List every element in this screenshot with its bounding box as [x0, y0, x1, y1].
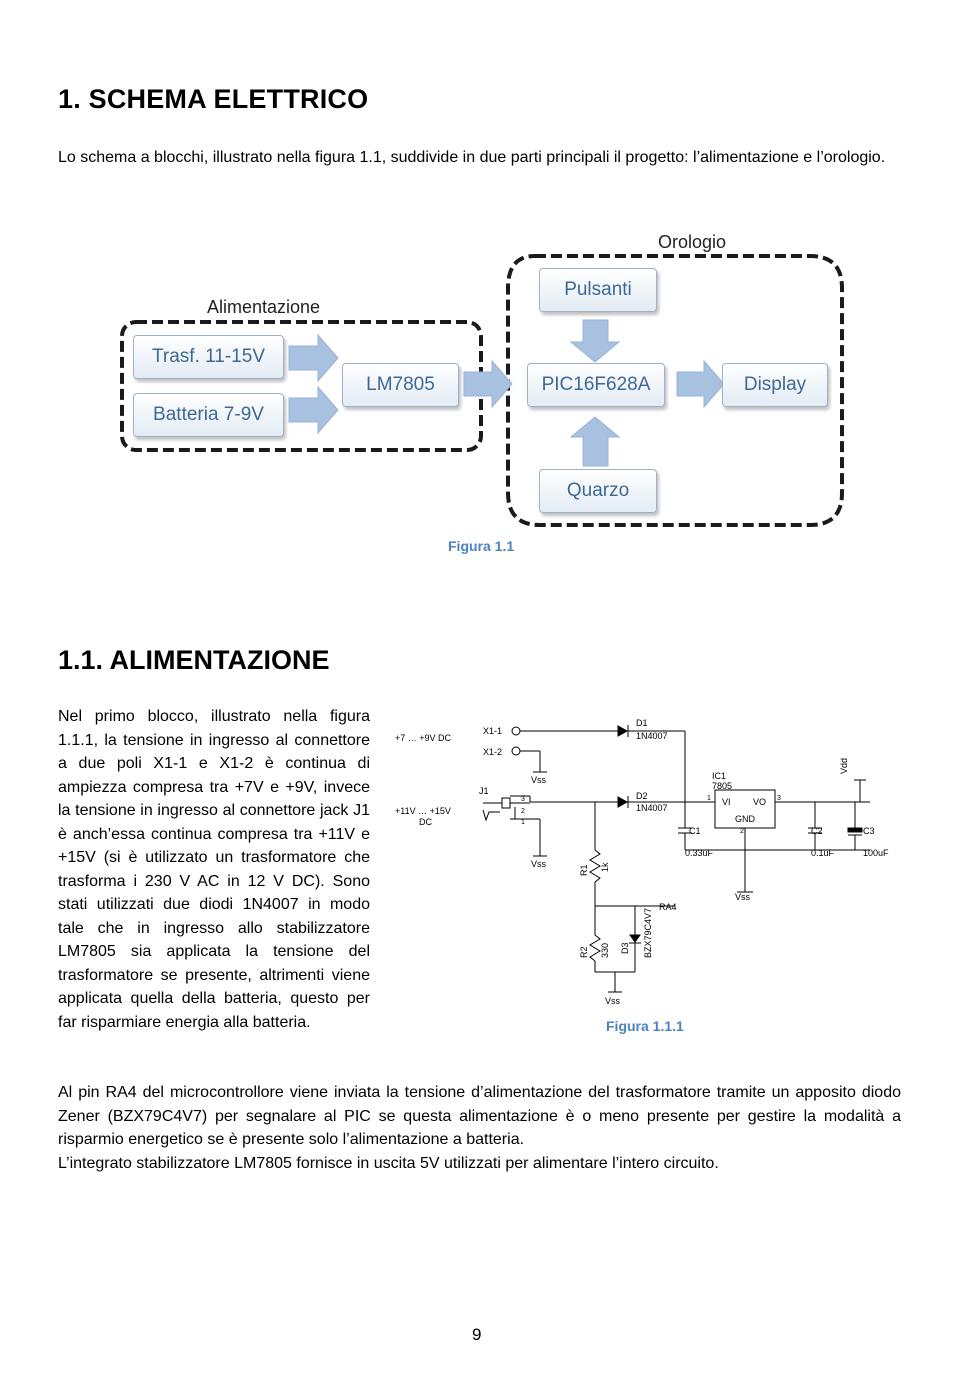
label-d2-part: 1N4007 — [636, 803, 668, 813]
section-title: 1. SCHEMA ELETTRICO — [58, 84, 369, 114]
subsection-title: 1.1. ALIMENTAZIONE — [58, 645, 330, 675]
label-c2-val: 0.1uF — [811, 848, 835, 858]
c3-capacitor-icon — [848, 828, 862, 832]
label-c3: C3 — [863, 826, 875, 836]
label-d3: D3 — [620, 942, 630, 954]
arrow-batteria-icon — [289, 387, 338, 433]
label-c3-val: 100uF — [863, 848, 889, 858]
ra4-paragraph — [58, 1081, 901, 1175]
label-gnd: GND — [735, 814, 755, 824]
label-pin3: 3 — [521, 796, 525, 803]
label-ra4: RA4 — [659, 902, 677, 912]
label-v-batt: +7 … +9V DC — [395, 733, 452, 743]
label-ic1: IC1 — [712, 771, 727, 781]
label-v-jack-2: DC — [419, 817, 432, 827]
label-x1-1: X1-1 — [483, 726, 503, 736]
intro-paragraph: Lo schema a blocchi, illustrato nella figura 1.1, suddivide in due parti principali il progetto: l’alimentazione e l’orologio. — [58, 149, 886, 166]
pic-block: PIC16F628A — [527, 363, 665, 407]
label-r2-val: 330 — [600, 942, 610, 958]
label-d3-part: BZX79C4V7 — [643, 907, 653, 958]
clock-group-label: Orologio — [658, 232, 727, 252]
x1-1-terminal — [512, 727, 520, 735]
d2-diode-icon — [618, 797, 627, 807]
pulsanti-block: Pulsanti — [539, 268, 657, 312]
label-vi: VI — [722, 797, 731, 807]
d3-zener-icon — [630, 935, 640, 942]
label-d1-part: 1N4007 — [636, 731, 668, 741]
power-group-label: Alimentazione — [207, 297, 321, 317]
d1-diode-icon — [618, 726, 627, 736]
x1-2-terminal — [512, 747, 520, 755]
label-vss-1: Vss — [531, 775, 547, 785]
label-c1-val: 0.33uF — [685, 848, 714, 858]
arrow-lm-pic-icon — [464, 361, 512, 407]
power-supply-schematic — [385, 710, 905, 1030]
block-diagram-frames — [0, 0, 960, 560]
lm7805-block: LM7805 — [342, 363, 459, 407]
label-pin2: 2 — [521, 808, 525, 815]
arrow-trasf-icon — [289, 335, 338, 381]
r2-resistor-icon — [590, 935, 600, 961]
label-ic1-part: 7805 — [712, 781, 733, 791]
label-x1-2: X1-2 — [483, 747, 503, 757]
label-ic-pin2: 2 — [740, 828, 744, 835]
label-pin1: 1 — [521, 819, 525, 826]
alimentazione-paragraph: Nel primo blocco, illustrato nella figura 1.1.1, la tensione in ingresso al connettore a due poli X1-1 e X1-2 è continua di ampiezza compresa tra +7V e +9V, invece la tensione in ingresso al connettore jack J1 è anch’essa continua compresa tra +11V e +15V (si è utilizzato un trasformatore che trasforma i 230 V AC in 12 V DC). Sono stati utilizzati due diodi 1N4007 in modo tale che in ingresso allo stabilizzatore LM7805 sia applicata la tensione del trasformatore se presente, altrimenti viene applicata quella della batteria, questo per far risparmiare energia alla batteria. — [58, 708, 370, 1031]
label-d2: D2 — [636, 791, 648, 801]
display-block: Display — [722, 363, 828, 407]
lm7805-paragraph-text: L’integrato stabilizzatore LM7805 fornisce in uscita 5V utilizzati per alimentare l’intero circuito. — [58, 1154, 719, 1172]
label-d1: D1 — [636, 718, 648, 728]
trasf-block: Trasf. 11-15V — [133, 335, 284, 379]
label-vss-3: Vss — [605, 996, 621, 1006]
label-vss-2: Vss — [531, 859, 547, 869]
quarzo-block: Quarzo — [539, 469, 657, 513]
label-j1: J1 — [479, 786, 489, 796]
label-ic-pin1: 1 — [707, 795, 711, 802]
figure-1-1-1-caption: Figura 1.1.1 — [606, 1018, 684, 1034]
label-v-jack-1: +11V … +15V — [395, 806, 451, 816]
label-r1: R1 — [579, 864, 589, 876]
label-c1: C1 — [689, 826, 701, 836]
arrow-pic-display-icon — [677, 361, 724, 407]
label-vdd: Vdd — [839, 757, 849, 774]
arrow-quarzo-pic-icon — [571, 417, 619, 466]
label-vo: VO — [753, 797, 767, 807]
label-r1-val: 1k — [600, 862, 610, 872]
r1-resistor-icon — [590, 850, 600, 882]
batteria-block: Batteria 7-9V — [133, 393, 284, 437]
label-vss-4: Vss — [735, 892, 751, 902]
ra4-paragraph-text: Al pin RA4 del microcontrollore viene inviata la tensione d’alimentazione del trasformatore tramite un apposito diodo Zener (BZX79C4V7) per segnalare al PIC se questa alimentazione è o meno presente per gestire la modalità a risparmio energetico se è presente solo l’alimentazione a batteria. — [58, 1084, 901, 1148]
label-ic-pin3: 3 — [777, 795, 781, 802]
j1-jack-icon — [502, 798, 510, 808]
arrow-pulsanti-pic-icon — [571, 320, 619, 362]
figure-1-1-caption: Figura 1.1 — [448, 538, 515, 554]
label-c2: C2 — [811, 826, 823, 836]
page-number: 9 — [472, 1325, 482, 1344]
label-r2: R2 — [579, 946, 589, 958]
